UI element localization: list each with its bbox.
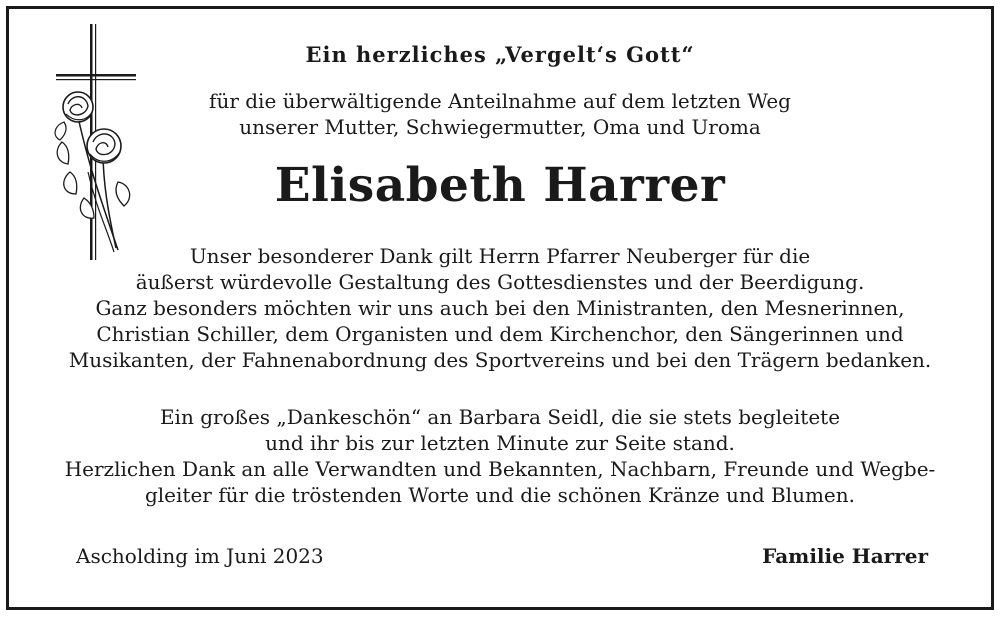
place-date: Ascholding im Juni 2023 [76,544,324,568]
thanks-line: Ein großes „Dankeschön“ an Barbara Seidl, die sie stets begleitete [159,405,841,429]
thanks-line: Christian Schiller, dem Organisten und dem Kirchenchor, den Sängerinnen und [96,322,904,346]
signature: Familie Harrer [762,544,928,568]
thanks-line: und ihr bis zur letzten Minute zur Seite stand. [265,431,735,455]
thanks-line: Unser besonderer Dank gilt Herrn Pfarrer Neuberger für die [189,244,811,268]
thanks-line: Musikanten, der Fahnenabordnung des Sportvereins und bei den Trägern bedanken. [68,348,932,372]
intro-line: unserer Mutter, Schwiegermutter, Oma und Uroma [239,115,761,139]
deceased-name: Elisabeth Harrer [274,158,726,213]
thanks-line: gleiter für die tröstenden Worte und die schönen Kränze und Blumen. [144,483,855,507]
thanks-line: Herzlichen Dank an alle Verwandten und Bekannten, Nachbarn, Freunde und Wegbe- [64,457,936,481]
thanks-paragraph-2 [0,404,1000,508]
thanks-paragraph-1 [0,243,1000,373]
thanks-line: äußerst würdevolle Gestaltung des Gottesdienstes und der Beerdigung. [135,270,865,294]
intro-text [0,88,1000,140]
thanks-line: Ganz besonders möchten wir uns auch bei den Ministranten, den Mesnerinnen, [95,296,905,320]
intro-line: für die überwältigende Anteilnahme auf dem letzten Weg [209,89,791,113]
notice-heading: Ein herzliches „Vergelt‘s Gott“ [305,42,695,67]
